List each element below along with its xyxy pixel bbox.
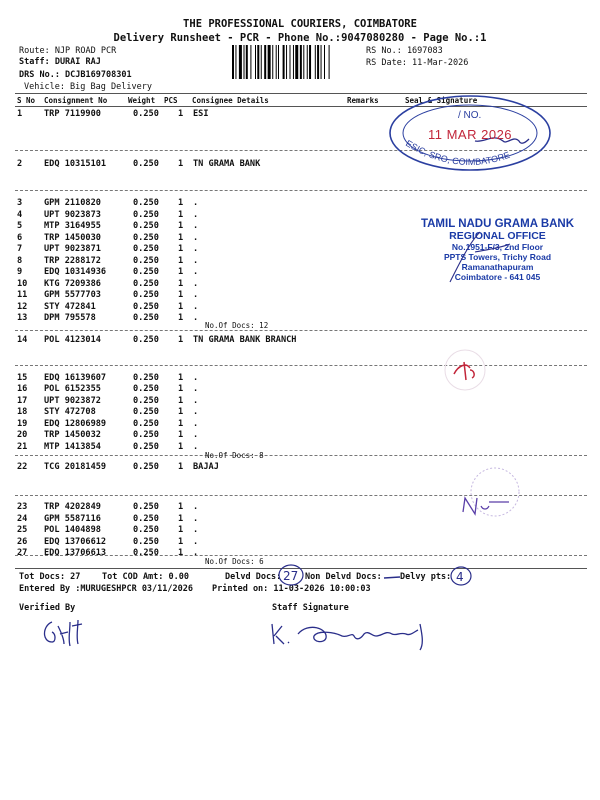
row-consignee: . xyxy=(193,290,199,300)
row-weight: 0.250 xyxy=(133,430,159,440)
barcode-bar xyxy=(307,45,308,79)
row-sno: 18 xyxy=(17,407,28,417)
row-pcs: 1 xyxy=(178,267,184,277)
row-sno: 8 xyxy=(17,256,23,266)
row-sno: 14 xyxy=(17,335,28,345)
bank-address-line: Ramanathapuram xyxy=(461,262,534,272)
delivery-points-label: Delvy pts: xyxy=(400,572,452,582)
row-consignment-no: POL 4123014 xyxy=(44,335,101,345)
bank-address-line: No.1951-F/3, 2nd Floor xyxy=(451,242,544,252)
barcode-bar xyxy=(272,45,273,79)
row-consignee: . xyxy=(193,256,199,266)
barcode-bar xyxy=(257,45,259,79)
row-weight: 0.250 xyxy=(133,396,159,406)
row-consignee: . xyxy=(193,548,199,558)
barcode-bar xyxy=(293,45,294,79)
row-consignment-no: TRP 1450032 xyxy=(44,430,101,440)
row-consignee: BAJAJ xyxy=(193,462,219,472)
row-weight: 0.250 xyxy=(133,548,159,558)
row-pcs: 1 xyxy=(178,373,184,383)
row-consignee: . xyxy=(193,210,199,220)
row-weight: 0.250 xyxy=(133,462,159,472)
row-weight: 0.250 xyxy=(133,159,159,169)
non-delivered-docs-label: Non Delvd Docs: xyxy=(305,572,382,582)
row-consignee: TN GRAMA BANK xyxy=(193,159,261,169)
delivered-count-handwritten xyxy=(276,562,306,588)
row-sno: 26 xyxy=(17,537,28,547)
row-consignment-no: EDQ 10315101 xyxy=(44,159,107,169)
row-sno: 17 xyxy=(17,396,28,406)
row-consignment-no: UPT 9023873 xyxy=(44,210,101,220)
col-consignment: Consignment No xyxy=(44,96,108,105)
row-consignee: . xyxy=(193,502,199,512)
row-sno: 25 xyxy=(17,525,28,535)
barcode-bar xyxy=(244,45,245,79)
barcode-bar xyxy=(278,45,279,79)
row-weight: 0.250 xyxy=(133,335,159,345)
row-separator xyxy=(15,330,587,331)
group-count: No.Of Docs: 6 xyxy=(205,557,264,566)
row-consignee: . xyxy=(193,407,199,417)
barcode-image xyxy=(232,45,360,79)
row-sno: 19 xyxy=(17,419,28,429)
col-pcs: PCS xyxy=(164,96,178,105)
row-consignee: . xyxy=(193,198,199,208)
row-sno: 5 xyxy=(17,221,23,231)
delivery-points-handwritten xyxy=(449,565,473,587)
drs-number: DRS No.: DCJB169708301 xyxy=(19,70,132,80)
row-consignment-no: TRP 7119900 xyxy=(44,109,101,119)
barcode-bar xyxy=(300,45,302,79)
row-consignment-no: MTP 3164955 xyxy=(44,221,101,231)
row-pcs: 1 xyxy=(178,244,184,254)
row-pcs: 1 xyxy=(178,221,184,231)
row-consignee: TN GRAMA BANK BRANCH xyxy=(193,335,297,345)
row-consignee: . xyxy=(193,279,199,289)
row-consignee: . xyxy=(193,396,199,406)
row-weight: 0.250 xyxy=(133,210,159,220)
row-consignee: . xyxy=(193,419,199,429)
row-separator xyxy=(15,455,587,456)
row-consignment-no: EDQ 13706612 xyxy=(44,537,107,547)
row-weight: 0.250 xyxy=(133,384,159,394)
entered-by: Entered By :MURUGESHPCR 03/11/2026 xyxy=(19,584,193,594)
row-sno: 15 xyxy=(17,373,28,383)
bank-name: TAMIL NADU GRAMA BANK xyxy=(420,218,575,230)
rs-number: RS No.: 1697083 xyxy=(366,46,443,56)
row-pcs: 1 xyxy=(178,290,184,300)
row-sno: 16 xyxy=(17,384,28,394)
row-weight: 0.250 xyxy=(133,233,159,243)
company-title: THE PROFESSIONAL COURIERS, COIMBATORE xyxy=(183,18,417,30)
barcode-bar xyxy=(321,45,322,79)
row-consignment-no: UPT 9023872 xyxy=(44,396,101,406)
barcode-bar xyxy=(261,45,262,79)
row-consignment-no: STY 472708 xyxy=(44,407,96,417)
row-consignment-no: POL 6152355 xyxy=(44,384,101,394)
route-label: Route: NJP ROAD PCR xyxy=(19,46,117,56)
row-consignment-no: EDQ 16139607 xyxy=(44,373,107,383)
row-consignment-no: EDQ 13706613 xyxy=(44,548,107,558)
row-pcs: 1 xyxy=(178,419,184,429)
row-sno: 9 xyxy=(17,267,23,277)
group-count: No.Of Docs: 12 xyxy=(205,321,269,330)
row-consignee: . xyxy=(193,537,199,547)
row-sno: 21 xyxy=(17,442,28,452)
row-pcs: 1 xyxy=(178,279,184,289)
barcode-bar xyxy=(324,45,325,79)
row-consignment-no: EDQ 10314936 xyxy=(44,267,107,277)
row-separator xyxy=(15,190,587,191)
col-weight: Weight xyxy=(128,96,156,105)
row-pcs: 1 xyxy=(178,525,184,535)
barcode-bar xyxy=(295,45,298,79)
row-pcs: 1 xyxy=(178,198,184,208)
row-consignee: . xyxy=(193,221,199,231)
row-sno: 1 xyxy=(17,109,23,119)
row-weight: 0.250 xyxy=(133,407,159,417)
row-pcs: 1 xyxy=(178,302,184,312)
row-pcs: 1 xyxy=(178,384,184,394)
row-pcs: 1 xyxy=(178,159,184,169)
staff-label: Staff: DURAI RAJ xyxy=(19,57,101,67)
barcode-bar xyxy=(303,45,304,79)
non-delivered-dash xyxy=(382,572,404,582)
row-consignment-no: MTP 1413854 xyxy=(44,442,101,452)
total-docs: Tot Docs: 27 xyxy=(19,572,81,582)
delivered-docs-label: Delvd Docs: xyxy=(225,572,282,582)
row-pcs: 1 xyxy=(178,537,184,547)
row-separator xyxy=(15,555,587,556)
row-weight: 0.250 xyxy=(133,244,159,254)
row-consignee: ESI xyxy=(193,109,209,119)
barcode-bar xyxy=(235,45,236,79)
barcode-bar xyxy=(239,45,242,79)
row-sno: 27 xyxy=(17,548,28,558)
barcode-bar xyxy=(276,45,277,79)
row-weight: 0.250 xyxy=(133,221,159,231)
row-consignment-no: GPM 5587116 xyxy=(44,514,101,524)
row-weight: 0.250 xyxy=(133,537,159,547)
printed-on: Printed on: 11-03-2026 10:00:03 xyxy=(212,584,371,594)
row-consignee: . xyxy=(193,244,199,254)
row-sno: 12 xyxy=(17,302,28,312)
row-weight: 0.250 xyxy=(133,290,159,300)
row-consignment-no: GPM 2110820 xyxy=(44,198,101,208)
bank-address-line: PPTS Towers, Trichy Road xyxy=(443,252,552,262)
seal-date: 11 MAR 2026 xyxy=(428,127,513,142)
row-pcs: 1 xyxy=(178,502,184,512)
row-consignee: . xyxy=(193,442,199,452)
barcode-bar xyxy=(290,45,291,79)
row-consignment-no: TRP 2288172 xyxy=(44,256,101,266)
row-consignment-no: TRP 1450030 xyxy=(44,233,101,243)
staff-signature-label: Staff Signature xyxy=(272,603,349,613)
total-cod-amount: Tot COD Amt: 0.00 xyxy=(102,572,189,582)
row-sno: 10 xyxy=(17,279,28,289)
row-consignment-no: STY 472841 xyxy=(44,302,96,312)
row-consignee: . xyxy=(193,373,199,383)
row-consignment-no: POL 1404898 xyxy=(44,525,101,535)
barcode-bar xyxy=(283,45,285,79)
row-consignment-no: DPM 795578 xyxy=(44,313,96,323)
row-consignee: . xyxy=(193,514,199,524)
barcode-bar xyxy=(250,45,251,79)
row-weight: 0.250 xyxy=(133,313,159,323)
row-weight: 0.250 xyxy=(133,267,159,277)
row-weight: 0.250 xyxy=(133,302,159,312)
row-sno: 4 xyxy=(17,210,23,220)
barcode-bar xyxy=(246,45,248,79)
row-pcs: 1 xyxy=(178,109,184,119)
row-sno: 22 xyxy=(17,462,28,472)
row-weight: 0.250 xyxy=(133,514,159,524)
barcode-bar xyxy=(268,45,271,79)
row-weight: 0.250 xyxy=(133,198,159,208)
row-consignment-no: TCG 20181459 xyxy=(44,462,107,472)
row-sno: 2 xyxy=(17,159,23,169)
barcode-bar xyxy=(232,45,234,79)
verifier-signature xyxy=(38,614,88,650)
col-consignee: Consignee Details xyxy=(192,96,269,105)
row-sno: 7 xyxy=(17,244,23,254)
col-seal-signature: Seal & Signature xyxy=(405,96,478,105)
row-pcs: 1 xyxy=(178,430,184,440)
row-sno: 11 xyxy=(17,290,28,300)
row-sno: 23 xyxy=(17,502,28,512)
row-weight: 0.250 xyxy=(133,373,159,383)
runsheet-subtitle: Delivery Runsheet - PCR - Phone No.:9047080280 - Page No.:1 xyxy=(113,32,487,44)
row-consignee: . xyxy=(193,302,199,312)
delivered-count-text: 27 xyxy=(283,569,299,583)
row-weight: 0.250 xyxy=(133,442,159,452)
col-sno: S No xyxy=(17,96,36,105)
barcode-bar xyxy=(286,45,287,79)
row-consignment-no: KTG 7209386 xyxy=(44,279,101,289)
rs-date: RS Date: 11-Mar-2026 xyxy=(366,58,469,68)
seal-number-label: / NO. xyxy=(458,110,482,121)
row-weight: 0.250 xyxy=(133,525,159,535)
row-pcs: 1 xyxy=(178,335,184,345)
barcode-bar xyxy=(315,45,316,79)
row-pcs: 1 xyxy=(178,462,184,472)
barcode-bar xyxy=(264,45,266,79)
row-consignment-no: EDQ 12806989 xyxy=(44,419,107,429)
bajaj-stamp-mark xyxy=(455,462,525,527)
row-sno: 3 xyxy=(17,198,23,208)
row-pcs: 1 xyxy=(178,313,184,323)
row-weight: 0.250 xyxy=(133,109,159,119)
row-consignee: . xyxy=(193,430,199,440)
delivery-points-text: 4 xyxy=(456,570,464,584)
row-consignee: . xyxy=(193,525,199,535)
row-pcs: 1 xyxy=(178,548,184,558)
row-consignee: . xyxy=(193,233,199,243)
row-pcs: 1 xyxy=(178,233,184,243)
barcode-bar xyxy=(317,45,319,79)
row-sno: 13 xyxy=(17,313,28,323)
row-pcs: 1 xyxy=(178,396,184,406)
row-pcs: 1 xyxy=(178,442,184,452)
row-consignee: . xyxy=(193,384,199,394)
branch-stamp-mark xyxy=(440,340,490,395)
row-weight: 0.250 xyxy=(133,419,159,429)
row-sno: 6 xyxy=(17,233,23,243)
bank-address-line: Coimbatore - 641 045 xyxy=(454,272,541,282)
row-pcs: 1 xyxy=(178,210,184,220)
vehicle-label: Vehicle: Big Bag Delivery xyxy=(24,82,152,92)
row-consignment-no: UPT 9023871 xyxy=(44,244,101,254)
barcode-bar xyxy=(309,45,311,79)
barcode-bar xyxy=(255,45,256,79)
row-consignment-no: TRP 4202849 xyxy=(44,502,101,512)
row-weight: 0.250 xyxy=(133,279,159,289)
bank-stamp-signature xyxy=(430,222,540,292)
col-remarks: Remarks xyxy=(347,96,379,105)
group-count: No.Of Docs: 8 xyxy=(205,451,264,460)
row-consignee: . xyxy=(193,313,199,323)
seal-ring-text: ESIC, SRO, COIMBATORE xyxy=(404,138,512,168)
row-pcs: 1 xyxy=(178,407,184,417)
row-pcs: 1 xyxy=(178,514,184,524)
row-weight: 0.250 xyxy=(133,502,159,512)
verified-by-label: Verified By xyxy=(19,603,76,613)
row-consignment-no: GPM 5577703 xyxy=(44,290,101,300)
barcode-bar xyxy=(329,45,330,79)
row-pcs: 1 xyxy=(178,256,184,266)
row-sno: 24 xyxy=(17,514,28,524)
row-sno: 20 xyxy=(17,430,28,440)
row-weight: 0.250 xyxy=(133,256,159,266)
row-separator xyxy=(15,365,587,366)
bank-office: REGIONAL OFFICE xyxy=(449,230,546,242)
row-consignee: . xyxy=(193,267,199,277)
staff-signature xyxy=(268,614,443,654)
